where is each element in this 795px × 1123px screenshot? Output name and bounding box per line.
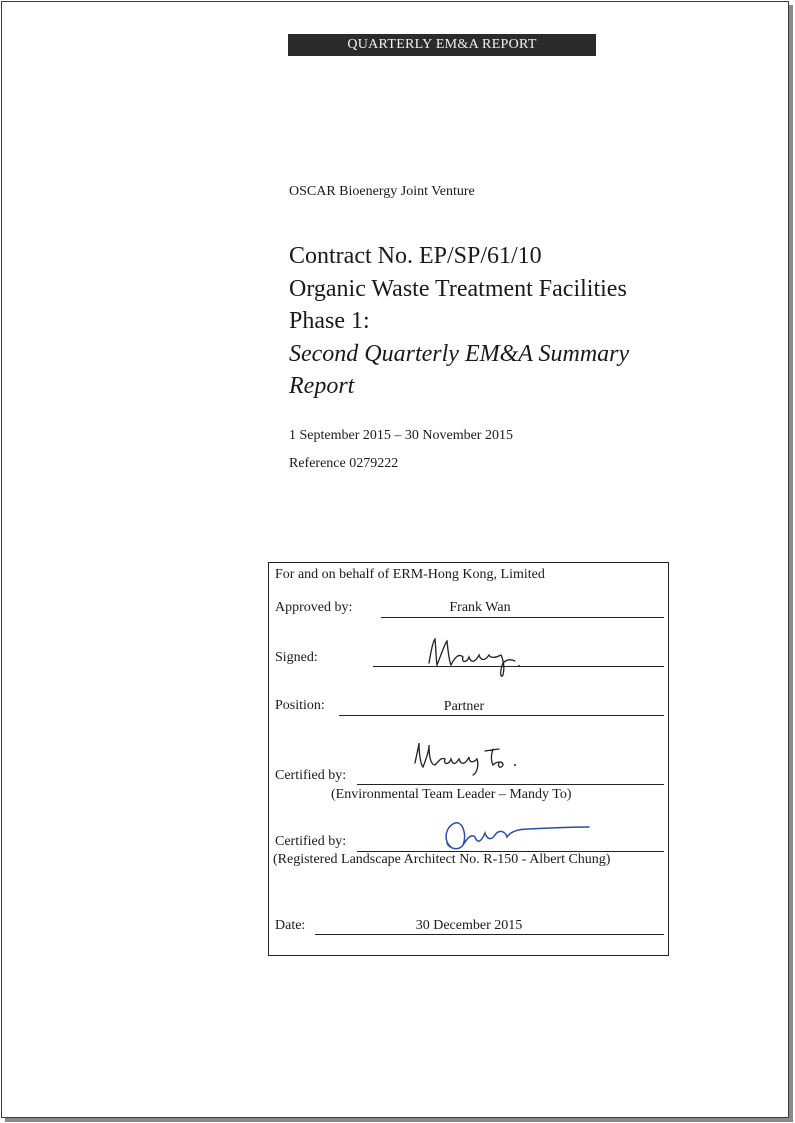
- certified-by-line-1: [357, 784, 664, 785]
- title-line-report-suffix: Report: [289, 373, 355, 399]
- certified-role-2: (Registered Landscape Architect No. R-150 - Albert Chung): [273, 852, 611, 867]
- certified-role-1: (Environmental Team Leader – Mandy To): [331, 787, 572, 802]
- title-line-report-name: Second Quarterly EM&A Summary: [289, 341, 630, 367]
- signature-frank-wan: [419, 633, 529, 681]
- certified-by-label-2: Certified by:: [275, 834, 347, 849]
- position-line: [339, 715, 664, 716]
- position-value: Partner: [443, 699, 485, 714]
- date-line: [315, 934, 664, 935]
- on-behalf-text: For and on behalf of ERM-Hong Kong, Limited: [275, 567, 545, 582]
- title-line-contract: Contract No. EP/SP/61/10: [289, 243, 542, 269]
- signature-albert-chung: [419, 817, 599, 857]
- title-line-project: Organic Waste Treatment Facilities: [289, 276, 627, 302]
- signoff-box: [268, 562, 669, 956]
- signature-mandy-to: [407, 739, 547, 779]
- reporting-period: 1 September 2015 – 30 November 2015: [289, 428, 513, 443]
- approved-by-name: Frank Wan: [449, 600, 511, 615]
- date-label: Date:: [275, 918, 306, 933]
- approved-by-line: [381, 617, 664, 618]
- date-value: 30 December 2015: [415, 918, 523, 933]
- certified-by-label-1: Certified by:: [275, 768, 347, 783]
- approved-by-label: Approved by:: [275, 600, 353, 615]
- reference-number: Reference 0279222: [289, 456, 399, 471]
- title-line-phase: Phase 1:: [289, 308, 370, 334]
- report-banner: QUARTERLY EM&A REPORT: [288, 34, 596, 56]
- client-name: OSCAR Bioenergy Joint Venture: [289, 184, 475, 199]
- position-label: Position:: [275, 698, 325, 713]
- signed-label: Signed:: [275, 650, 318, 665]
